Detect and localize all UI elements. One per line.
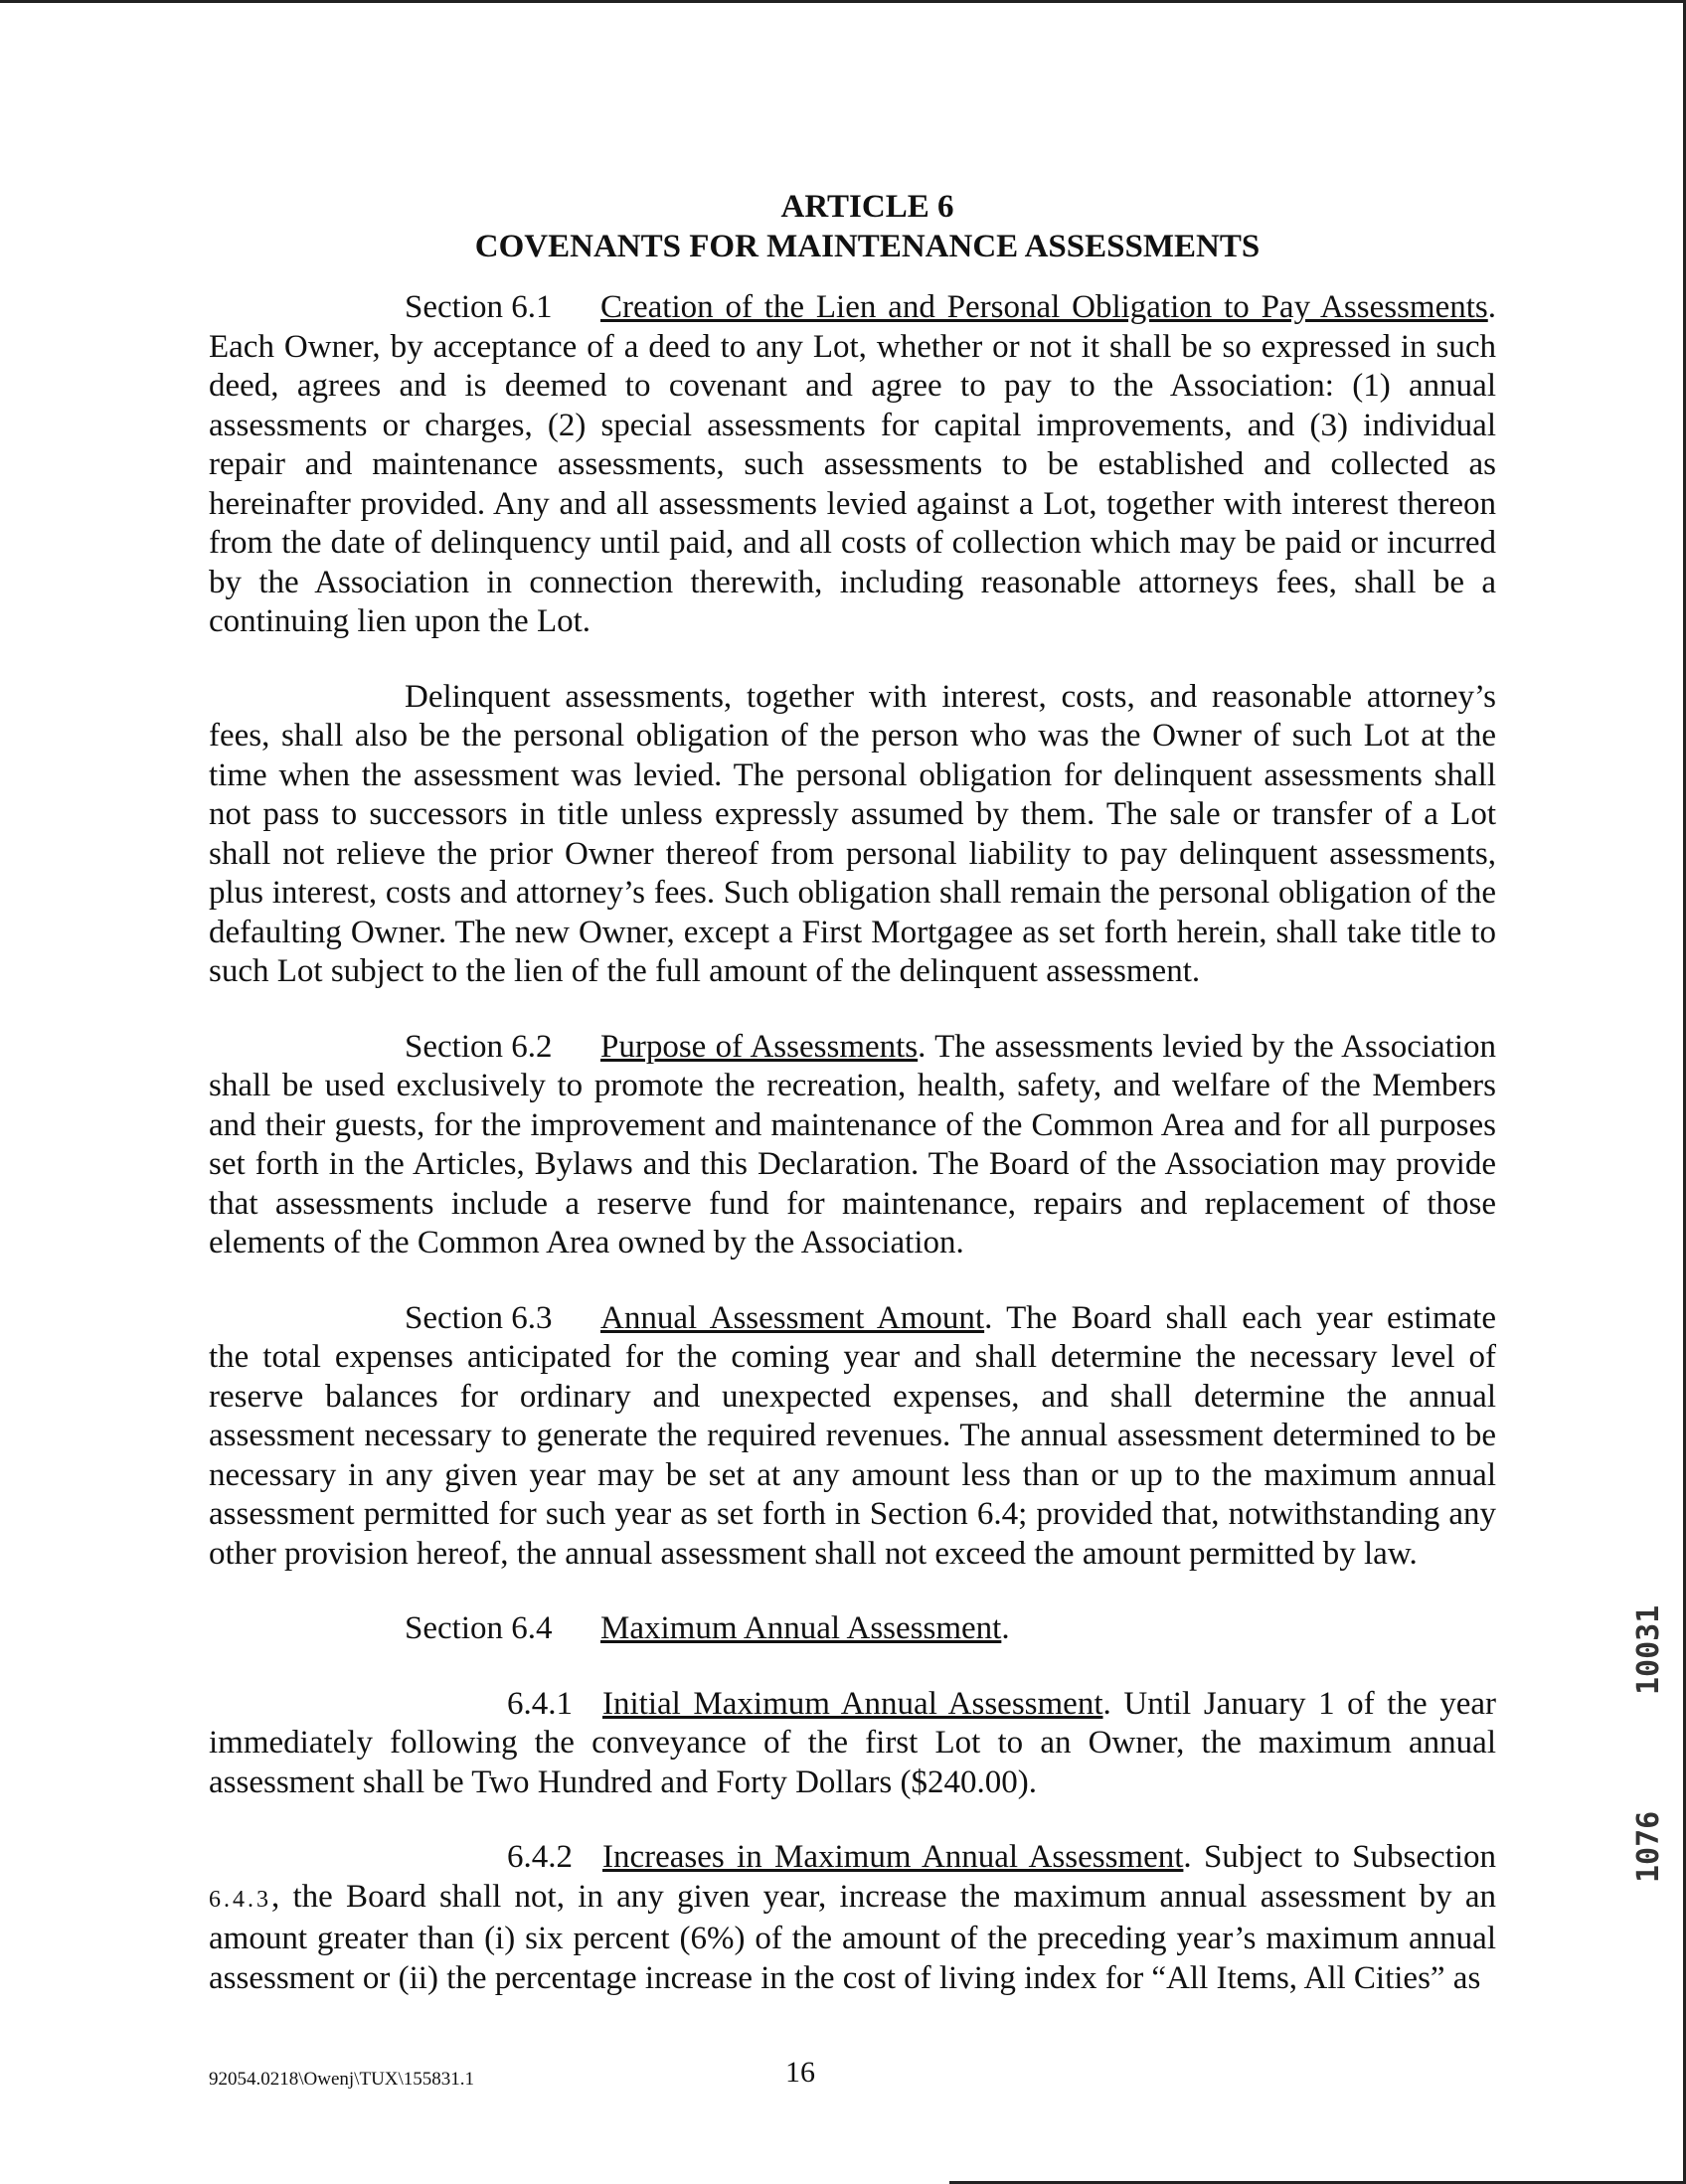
subsection-body-start: Subject to Subsection bbox=[1203, 1839, 1497, 1875]
section-label: Section 6.2 bbox=[405, 1028, 553, 1065]
article-number: ARTICLE 6 bbox=[780, 189, 954, 225]
page-border-top bbox=[0, 0, 1686, 3]
section-title: Maximum Annual Assessment bbox=[600, 1610, 1002, 1646]
subsection-title: Increases in Maximum Annual Assessment bbox=[602, 1839, 1184, 1875]
margin-stamp-bottom: 1076 bbox=[1631, 1810, 1666, 1883]
section-body: Each Owner, by acceptance of a deed to any Lot, whether or not it shall be so expressed in such deed, agrees and is deemed to covenant and agree to pay to the Association: (1) annual assessments or charges, (2) special assessments for capital improvements, and (3) individual repair and maintenance assessments, such assessments to be established and collected as hereinafter provided. Any and all assessments levied against a Lot, together with interest thereon from the date of delinquency until paid, and all costs of collection which may be paid or incurred by the Association in connection therewith, including reasonable attorneys fees, shall be a continuing lien upon the Lot. bbox=[209, 328, 1496, 639]
section-6-2: Section 6.2 Purpose of Assessments. The assessments levied by the Association shall be used exclusively to promote the recreation, health, safety, and welfare of the Members and their guests, for the improvement and maintenance of the Common Area and for all purposes set forth in the Articles, Bylaws and this Declaration. The Board of the Association may provide that assessments include a reserve fund for maintenance, repairs and replacement of those elements of the Common Area owned by the Association. bbox=[209, 1028, 1496, 1260]
section-body: The Board shall each year estimate the total expenses anticipated for the coming year and shall determine the necessary level of reserve balances for ordinary and unexpected expenses, and shall determine the annual assessment necessary to generate the required revenues. The annual assessment determined to be necessary in any given year may be set at any amount less than or up to the maximum annual assessment permitted for such year as set forth in Section 6.4; provided that, notwithstanding any other provision hereof, the annual assessment shall not exceed the amount permitted by law. bbox=[209, 1299, 1496, 1572]
subsection-body: Until January 1 of the year immediately following the conveyance of the first Lot to an Owner, the maximum annual assessment shall be Two Hundred and Forty Dollars ($240.00). bbox=[209, 1685, 1496, 1800]
document-page bbox=[209, 187, 1496, 2034]
section-label: Section 6.1 bbox=[405, 289, 553, 325]
section-6-4-1: 6.4.1 Initial Maximum Annual Assessment. Until January 1 of the year immediately following the conveyance of the first Lot to an Owner, the maximum annual assessment shall be Two Hundred and Forty Dollars ($240.00). bbox=[209, 1685, 1496, 1800]
subsection-label: 6.4.1 bbox=[507, 1685, 573, 1722]
section-title: Creation of the Lien and Personal Obligation to Pay Assessments bbox=[600, 289, 1488, 325]
article-title: COVENANTS FOR MAINTENANCE ASSESSMENTS bbox=[474, 229, 1261, 264]
article-heading bbox=[239, 187, 1496, 266]
section-body: Delinquent assessments, together with interest, costs, and reasonable attorney’s fees, shall also be the personal obligation of the person who was the Owner of such Lot at the time when the assessment was levied. The personal obligation for delinquent assessments shall not pass to successors in title unless expressly assumed by them. The sale or transfer of a Lot shall not relieve the prior Owner thereof from personal liability to pay delinquent assessments, plus interest, costs and attorney’s fees. Such obligation shall remain the personal obligation of the defaulting Owner. The new Owner, except a First Mortgagee as set forth herein, shall take title to such Lot subject to the lien of the full amount of the delinquent assessment. bbox=[209, 678, 1496, 989]
footer-page-number: 16 bbox=[785, 2056, 815, 2089]
section-label: Section 6.4 bbox=[405, 1610, 553, 1646]
section-6-4: Section 6.4 Maximum Annual Assessment. bbox=[209, 1609, 1496, 1649]
subsection-reference: 6.4.3 bbox=[209, 1886, 271, 1913]
section-label: Section 6.3 bbox=[405, 1299, 553, 1336]
subsection-label: 6.4.2 bbox=[507, 1839, 573, 1875]
section-6-1-paragraph-2 bbox=[209, 678, 1496, 992]
subsection-title: Initial Maximum Annual Assessment bbox=[602, 1685, 1103, 1722]
section-6-3: Section 6.3 Annual Assessment Amount. The Board shall each year estimate the total expenses anticipated for the coming year and shall determine the necessary level of reserve balances for ordinary and unexpected expenses, and shall determine the annual assessment necessary to generate the required revenues. The annual assessment determined to be necessary in any given year may be set at any amount less than or up to the maximum annual assessment permitted for such year as set forth in Section 6.4; provided that, notwithstanding any other provision hereof, the annual assessment shall not exceed the amount permitted by law. bbox=[209, 1299, 1496, 1572]
section-title: Purpose of Assessments bbox=[600, 1028, 919, 1065]
margin-stamp-top: 10031 bbox=[1631, 1604, 1666, 1696]
subsection-body: , the Board shall not, in any given year, increase the maximum annual assessment by an amount greater than (i) six percent (6%) of the amount of the preceding year’s maximum annual assessment or (ii) the percentage increase in the cost of living index for “All Items, All Cities” as bbox=[209, 1878, 1496, 1996]
section-6-1: Section 6.1 Creation of the Lien and Personal Obligation to Pay Assessments. Each Owner, by acceptance of a deed to any Lot, whether or not it shall be so expressed in such deed, agrees and is deemed to covenant and agree to pay to the Association: (1) annual assessments or charges, (2) special assessments for capital improvements, and (3) individual repair and maintenance assessments, such assessments to be established and collected as hereinafter provided. Any and all assessments levied against a Lot, together with interest thereon from the date of delinquency until paid, and all costs of collection which may be paid or incurred by the Association in connection therewith, including reasonable attorneys fees, shall be a continuing lien upon the Lot. bbox=[209, 289, 1496, 639]
section-body: The assessments levied by the Association shall be used exclusively to promote the recreation, health, safety, and welfare of the Members and their guests, for the improvement and maintenance of the Common Area and for all purposes set forth in the Articles, Bylaws and this Declaration. The Board of the Association may provide that assessments include a reserve fund for maintenance, repairs and replacement of those elements of the Common Area owned by the Association. bbox=[209, 1028, 1496, 1260]
section-title: Annual Assessment Amount bbox=[600, 1299, 985, 1336]
section-6-4-2: 6.4.2 Increases in Maximum Annual Assessment. Subject to Subsection 6.4.3, the Board shall not, in any given year, increase the maximum annual assessment by an amount greater than (i) six percent (6%) of the amount of the preceding year’s maximum annual assessment or (ii) the percentage increase in the cost of living index for “All Items, All Cities” as bbox=[209, 1839, 1497, 1996]
footer-document-code: 92054.0218\Owenj\TUX\155831.1 bbox=[209, 2069, 475, 2090]
